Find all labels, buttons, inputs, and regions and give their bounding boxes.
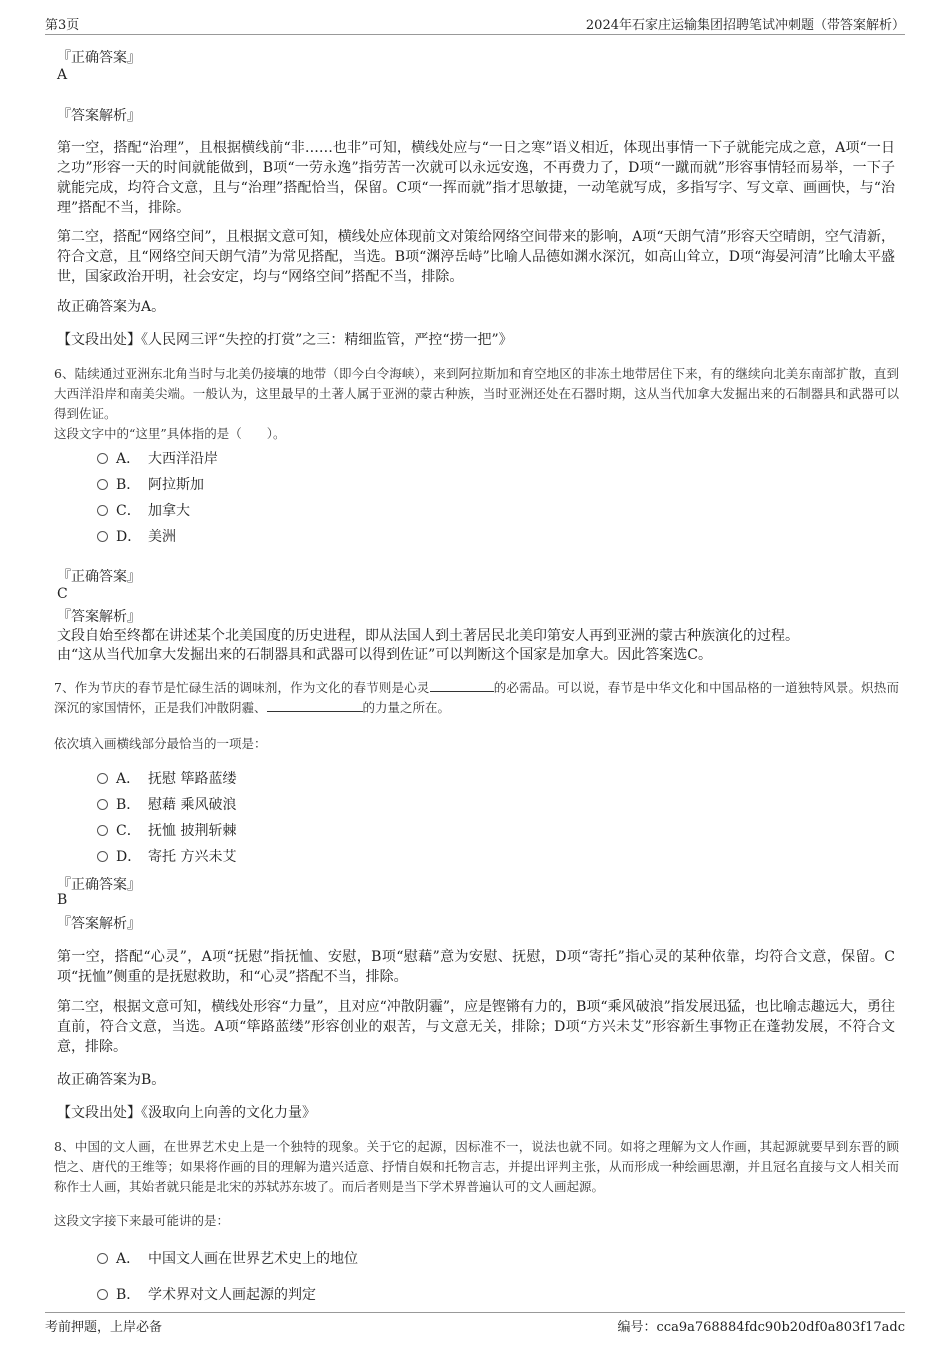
page-number: 第3页 (45, 18, 80, 33)
q6-option-b[interactable]: B． 阿拉斯加 (97, 474, 204, 494)
q5-analysis-p1: 第一空，搭配“治理”，且根据横线前“非……也非”可知，横线处应与“一日之寒”语义相近，体现出事情一下子就能完成之意，A项“一日之功”形容一天的时间就能做到，B项“一劳永逸”指劳苦一次就可以永远安逸，不再费力了，D项“一蹴而就”形容事情轻而易举，一下子就能完成，均符合文意，且与“治理”搭配恰当，保留。C项“一挥而就”指才思敏捷，一动笔就写成，多指写字、写文章、画画快，与“治理”搭配不当，排除。 (57, 140, 895, 216)
q7-correct-value: B (57, 892, 68, 908)
q7-stem: 7、作为节庆的春节是忙碌生活的调味剂，作为文化的春节则是心灵 的必需品。可以说，春节是中华文化和中国品格的一道独特风景。炽热而深沉的家国情怀，正是我们冲散阴霾、 的力量之所在。 (54, 680, 899, 715)
q7-analysis-label: 『答案解析』 (57, 916, 141, 932)
q6-analysis-label: 『答案解析』 (57, 609, 141, 625)
document-id: 编号：cca9a768884fdc90b20df0a803f17adc (617, 1320, 905, 1335)
document-title: 2024年石家庄运输集团招聘笔试冲刺题（带答案解析） (585, 18, 905, 33)
q8-question: 这段文字接下来最可能讲的是： (54, 1213, 230, 1228)
q7-conclusion: 故正确答案为B。 (57, 1072, 166, 1088)
radio-icon[interactable] (97, 453, 108, 464)
radio-icon[interactable] (97, 799, 108, 810)
q5-analysis-p2: 第二空，搭配“网络空间”，且根据文意可知，横线处应体现前文对策给网络空间带来的影响，A项“天朗气清”形容天空晴朗，空气清新，符合文意，且“网络空间天朗气清”为常见搭配，当选。B项“渊渟岳峙”比喻人品德如渊水深沉，如高山耸立，D项“海晏河清”比喻太平盛世，国家政治开明，社会安定，均与“网络空间”搭配不当，排除。 (57, 229, 895, 285)
page-footer (45, 1312, 905, 1335)
footer-slogan: 考前押题，上岸必备 (45, 1320, 163, 1335)
q6-option-a[interactable]: A． 大西洋沿岸 (97, 448, 218, 468)
q5-source: 【文段出处】《人民网三评“失控的打赏”之三：精细监管，严控“捞一把”》 (57, 332, 513, 348)
q8-option-b[interactable]: B． 学术界对文人画起源的判定 (97, 1284, 316, 1304)
q5-correct-label: 『正确答案』 (57, 50, 141, 66)
radio-icon[interactable] (97, 1289, 108, 1300)
q6-option-c[interactable]: C． 加拿大 (97, 500, 190, 520)
q7-question: 依次填入画横线部分最恰当的一项是： (54, 736, 267, 751)
q7-correct-label: 『正确答案』 (57, 877, 141, 893)
q8-option-a[interactable]: A． 中国文人画在世界艺术史上的地位 (97, 1248, 358, 1268)
q6-correct-label: 『正确答案』 (57, 569, 141, 585)
q7-analysis-p1: 第一空，搭配“心灵”，A项“抚慰”指抚恤、安慰，B项“慰藉”意为安慰、抚慰，D项“寄托”指心灵的某种依靠，均符合文意，保留。C项“抚恤”侧重的是抚慰救助，和“心灵”搭配不当，排除。 (57, 949, 895, 985)
q5-correct-value: A (57, 67, 68, 83)
q6-analysis-1: 文段自始至终都在讲述某个北美国度的历史进程，即从法国人到土著居民北美印第安人再到亚洲的蒙古种族演化的过程。 (57, 628, 799, 644)
blank-2 (267, 699, 363, 712)
radio-icon[interactable] (97, 825, 108, 836)
q5-conclusion: 故正确答案为A。 (57, 299, 166, 315)
radio-icon[interactable] (97, 505, 108, 516)
q6-analysis-2: 由“这从当代加拿大发掘出来的石制器具和武器可以得到佐证”可以判断这个国家是加拿大。因此答案选C。 (57, 647, 713, 663)
radio-icon[interactable] (97, 773, 108, 784)
q7-option-d[interactable]: D． 寄托 方兴未艾 (97, 846, 236, 866)
q7-option-b[interactable]: B． 慰藉 乘风破浪 (97, 794, 236, 814)
radio-icon[interactable] (97, 531, 108, 542)
radio-icon[interactable] (97, 1253, 108, 1264)
q6-stem: 6、陆续通过亚洲东北角当时与北美仍接壤的地带（即今白令海峡），来到阿拉斯加和育空地区的非冻土地带居住下来，有的继续向北美东南部扩散，直到大西洋沿岸和南美尖端。一般认为，这里最早的土著人属于亚洲的蒙古种族，当时亚洲还处在石器时期，这从当代加拿大发掘出来的石制器具和武器可以得到佐证。 (54, 366, 899, 421)
radio-icon[interactable] (97, 479, 108, 490)
q5-analysis-label: 『答案解析』 (57, 108, 141, 124)
q7-option-c[interactable]: C． 抚恤 披荆斩棘 (97, 820, 236, 840)
q7-analysis-p2: 第二空，根据文意可知，横线处形容“力量”，且对应“冲散阴霾”，应是铿锵有力的，B项“乘风破浪”指发展迅猛，也比喻志趣远大，勇往直前，符合文意，当选。A项“筚路蓝缕”形容创业的艰苦，与文意无关，排除；D项“方兴未艾”形容新生事物正在蓬勃发展，不符合文意，排除。 (57, 999, 895, 1055)
page-header (45, 12, 905, 35)
q6-option-d[interactable]: D． 美洲 (97, 526, 176, 546)
q6-correct-value: C (57, 586, 68, 602)
q6-question: 这段文字中的“这里”具体指的是（ ）。 (54, 426, 286, 441)
q7-option-a[interactable]: A． 抚慰 筚路蓝缕 (97, 768, 236, 788)
radio-icon[interactable] (97, 851, 108, 862)
q8-stem: 8、中国的文人画，在世界艺术史上是一个独特的现象。关于它的起源，因标准不一，说法也就不同。如将之理解为文人作画，其起源就要早到东晋的顾恺之、唐代的王维等；如果将作画的目的理解为遣兴适意、抒情自娱和托物言志，并提出评判主张，从而形成一种绘画思潮，并且冠名直接与文人相关而称作士人画，其始者就只能是北宋的苏轼苏东坡了。而后者则是当下学术界普遍认可的文人画起源。 (54, 1139, 899, 1194)
blank-1 (430, 679, 494, 692)
q7-source: 【文段出处】《汲取向上向善的文化力量》 (57, 1105, 316, 1121)
